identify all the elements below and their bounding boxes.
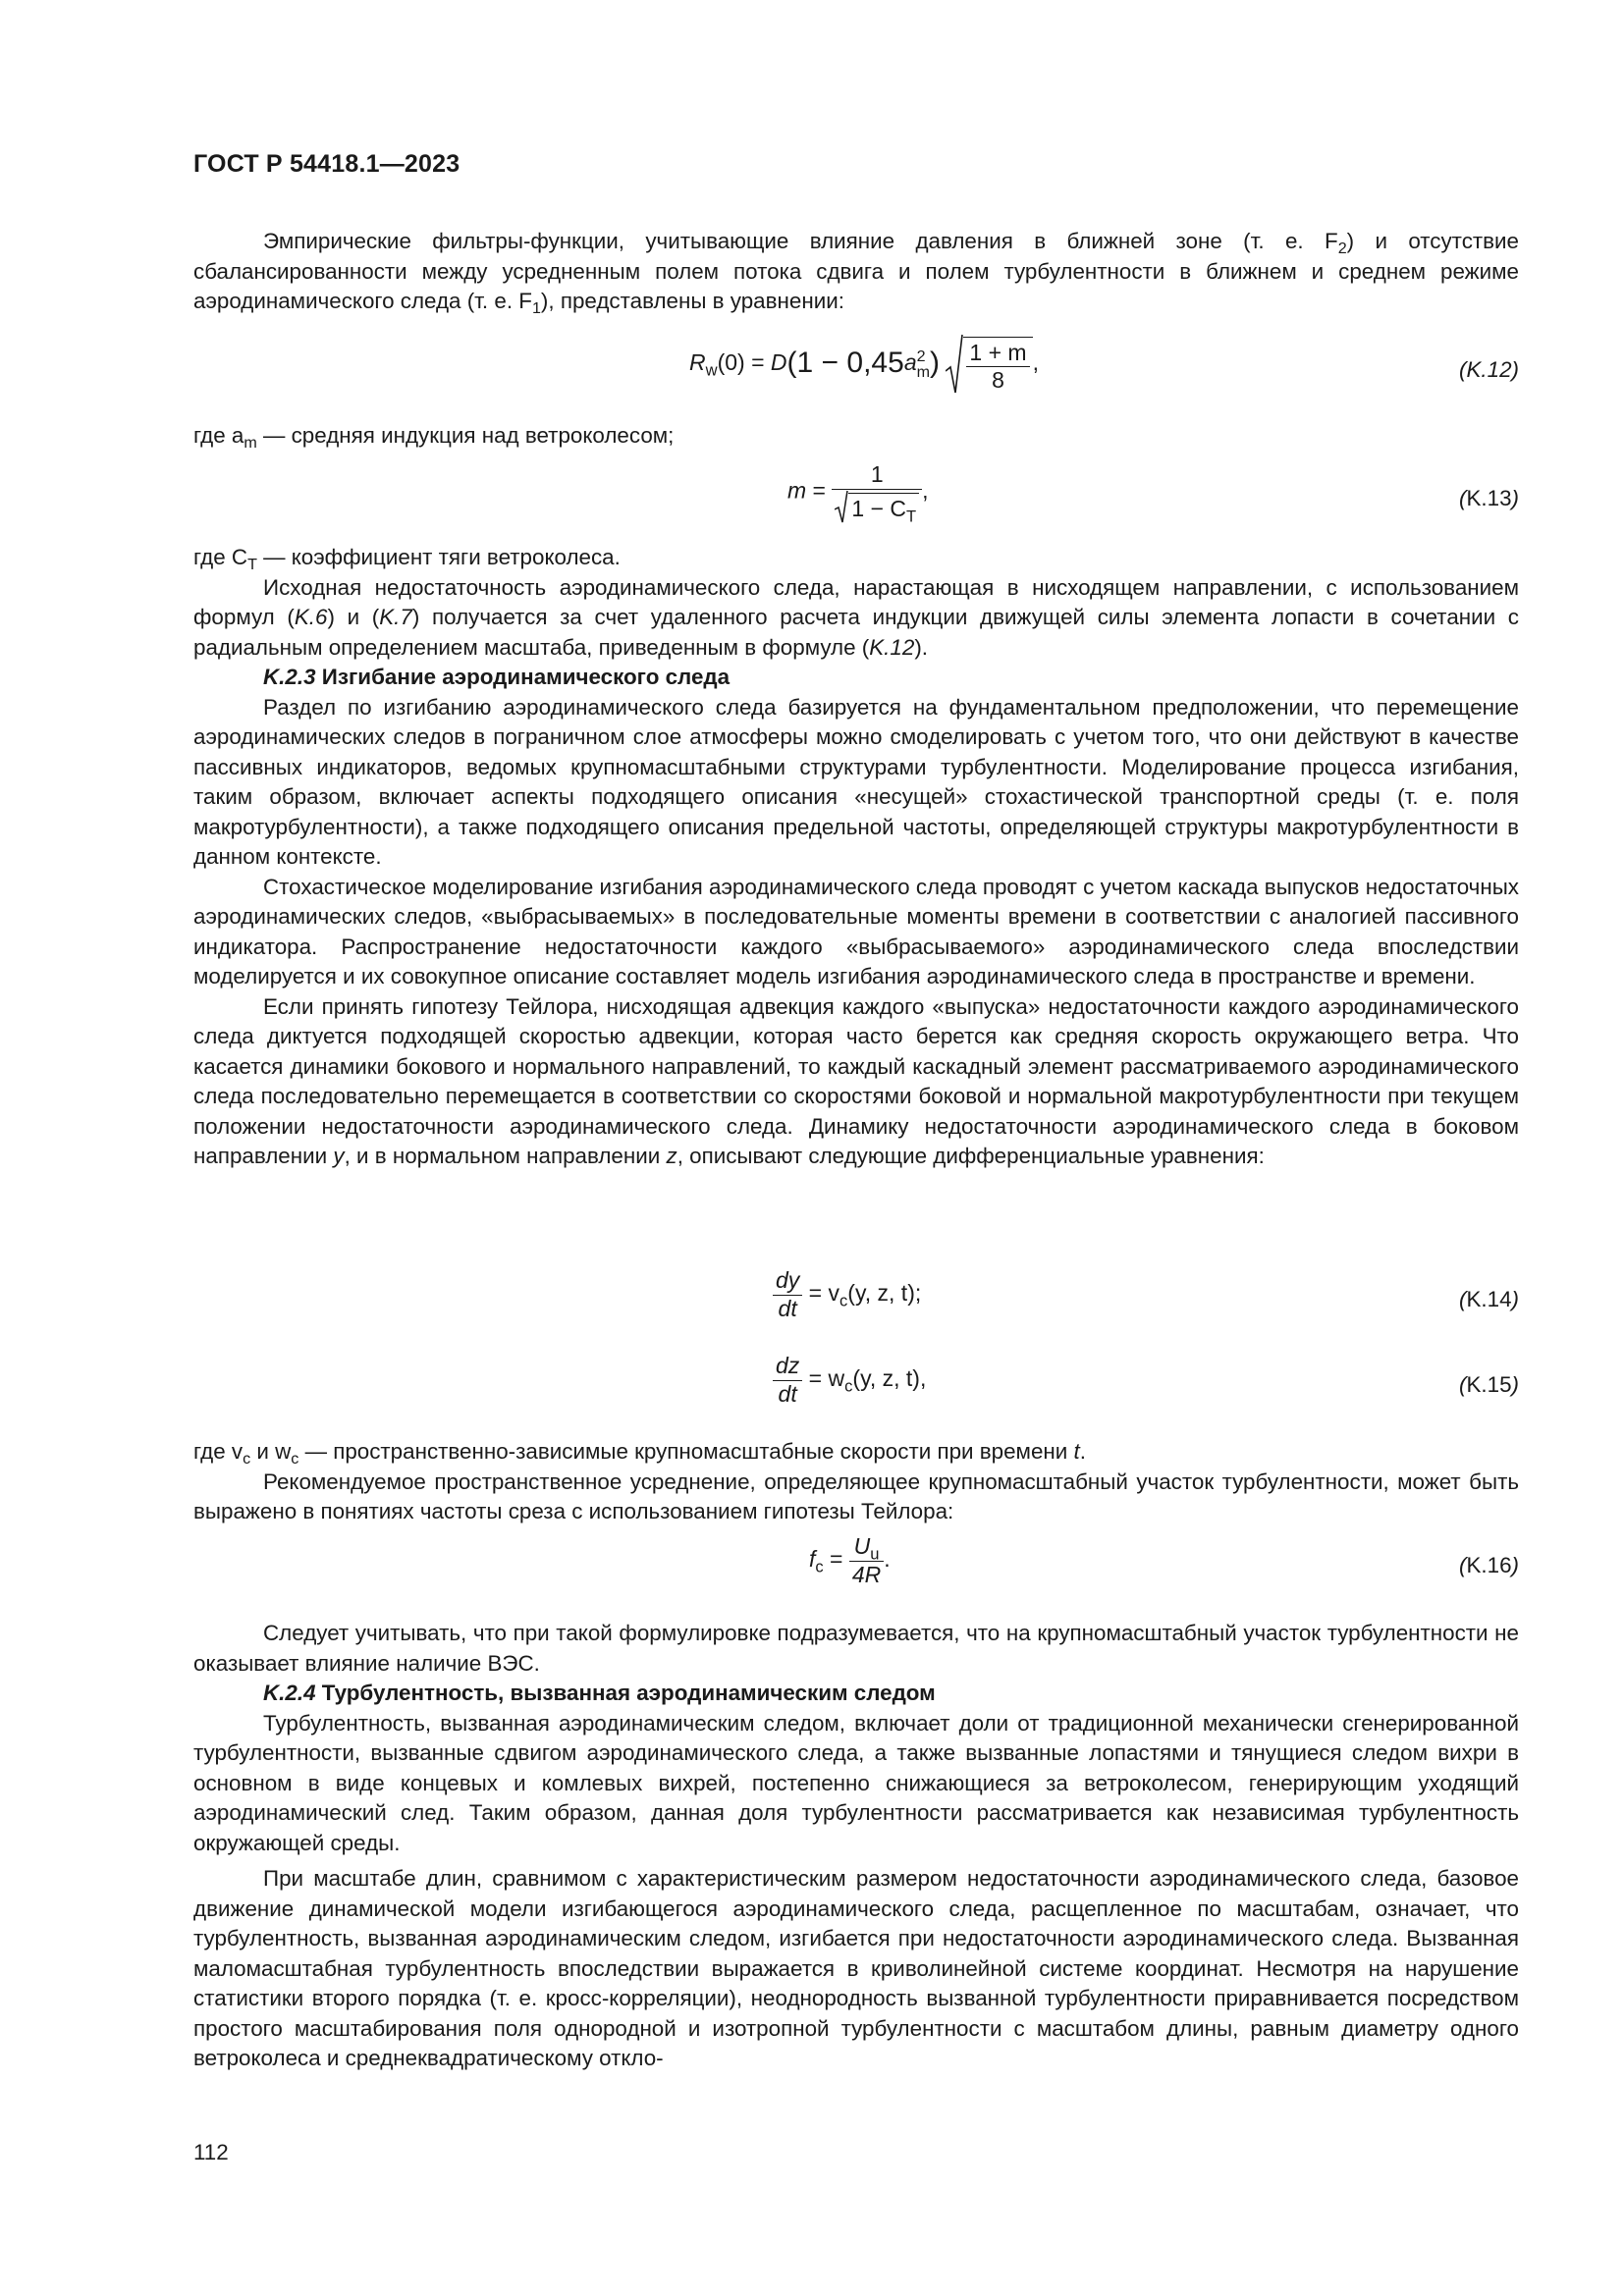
equation-k13: m = $\frac{1}{1 - C_T}$ , (K.13)	[787, 461, 1519, 526]
paragraph-am: где $a_m$ — средняя индукция над ветроколесом;	[193, 423, 675, 453]
paragraph-8: Следует учитывать, что при такой формулировке подразумевается, что на крупномасштабный участок турбулентности не оказывает влияние наличие ВЭС. K.2.4 Турбулентность, вызванная аэродинамическим следом Турбулентность, вызванная аэродинамическим следом, включает доли от традиционной механически сгенерированной турбулентности, вызванные сдвигом аэродинамического следа, а также вызванные лопастями и тянущиеся следом вихри в основном в виде концевых и комлевых вихрей, постепенно снижающиеся за ветроколесом, генерирующим уходящий аэродинамический след. Таким образом, данная доля турбулентности рассматривается как независимая турбулентность окружающей среды. При масштабе длин, сравнимом с характеристическим размером недостаточности аэродинамического следа, базовое движение динамической модели изгибающегося аэродинамического следа, расщепленное по масштабам, означает, что турбулентность, вызванная аэродинамическим следом, изгибается при недостаточности аэродинамического следа. Вызванная маломасштабная турбулентность впоследствии выражается в криволинейной системе координат. Несмотря на нарушение статистики второго порядка (т. е. кросс-корреляции), неоднородность вызванной турбулентности приравнивается посредством простого масштабирования поля однородной и изотропной турбулентности с масштабом длины, равным диаметру одного ветроколеса и среднеквадратическому откло-	[193, 1621, 1519, 2070]
document-id: ГОСТ Р 54418.1—2023	[193, 150, 460, 178]
section-heading-k23: K.2.3 Изгибание аэродинамического следа	[263, 665, 731, 689]
paragraph-2: где $C_T$ — коэффициент тяги ветроколеса. Исходная недостаточность аэродинамического следа, нарастающая в нисходящем направлении, с использованием формул (K.6) и (K.7) получается за счет удаленного расчета индукции движущей силы элемента лопасти в сочетании с радиальным определением масштаба, приведенным в формуле (K.12). K.2.3 Изгибание аэродинамического следа Раздел по изгибанию аэродинамического следа базируется на фундаментальном предположении, что перемещение аэродинамических следов в пограничном слое атмосферы можно смоделировать с учетом того, что они действуют в качестве пассивных индикаторов, ведомых крупномасштабными структурами турбулентности. Моделирование процесса изгибания, таким образом, включает аспекты подходящего описания «несущей» стохастической транспортной среды (т. е. поля макротурбулентности), а также подходящего описания предельной частоты, определяющей структуры макротурбулентности в данном контексте. Стохастическое моделирование изгибания аэродинамического следа проводят с учетом каскада выпусков недостаточных аэродинамических следов, «выбрасываемых» в последовательные моменты времени в соответствии с аналогией пассивного индикатора. Распространение недостаточности каждого «выбрасываемого» аэродинамического следа впоследствии моделируется и их совокупное описание составляет модель изгибания аэродинамического следа в пространстве и времени. Если принять гипотезу Тейлора, нисходящая адвекция каждого «выпуска» недостаточности каждого аэродинамического следа диктуется подходящей скоростью адвекции, которая часто берется как средняя скорость окружающего ветра. Что касается динамики бокового и нормального направлений, то каждый каскадный элемент рассматриваемого аэродинамического следа последовательно перемещается в соответствии со скоростями боковой и нормальной макротурбулентности при текущем положении недостаточности аэродинамического следа. Динамику недостаточности аэродинамического следа в боковом направлении y, и в нормальном направлении z, описывают следующие дифференциальные уравнения:	[193, 545, 1520, 1168]
equation-k14: $\frac{dy}{dt}$ = $v_c(y$, z, t); (K.14)	[193, 1267, 1519, 1346]
paragraph-1: Эмпирические фильтры-функции, учитывающие влияние давления в ближней зоне (т. е. $F_2$) и отсутствие сбалансированности между усредненным полем потока сдвига и полем турбулентности в ближнем и среднем режиме аэродинамического следа (т. е. $F_1$), представлены в уравнении:	[193, 229, 1519, 318]
section-heading-k24: K.2.4 Турбулентность, вызванная аэродинамическим следом	[263, 1681, 936, 1705]
page-number: 112	[193, 2140, 229, 2164]
equation-k16: $f_c$ = $\frac{U_u}{4R}$ . (K.16)	[809, 1533, 1519, 1587]
paragraph-6: где $v_c$ и $w_c$ — пространственно-зависимые крупномасштабные скорости при времени t. Рекомендуемое пространственное усреднение, определяющее крупномасштабный участок турбулентности, может быть выражено в понятиях частоты среза с использованием гипотезы Тейлора:	[193, 1439, 1519, 1523]
equation-k12: $R_w(0) = D(1 - 0,45a$ 2 m ) $\frac{1 + m}{8}$ , (K.12)	[193, 334, 1519, 412]
equation-k15: $\frac{dz}{dt}$ = $w_c(y$, z, t), (K.15)	[193, 1353, 1519, 1431]
